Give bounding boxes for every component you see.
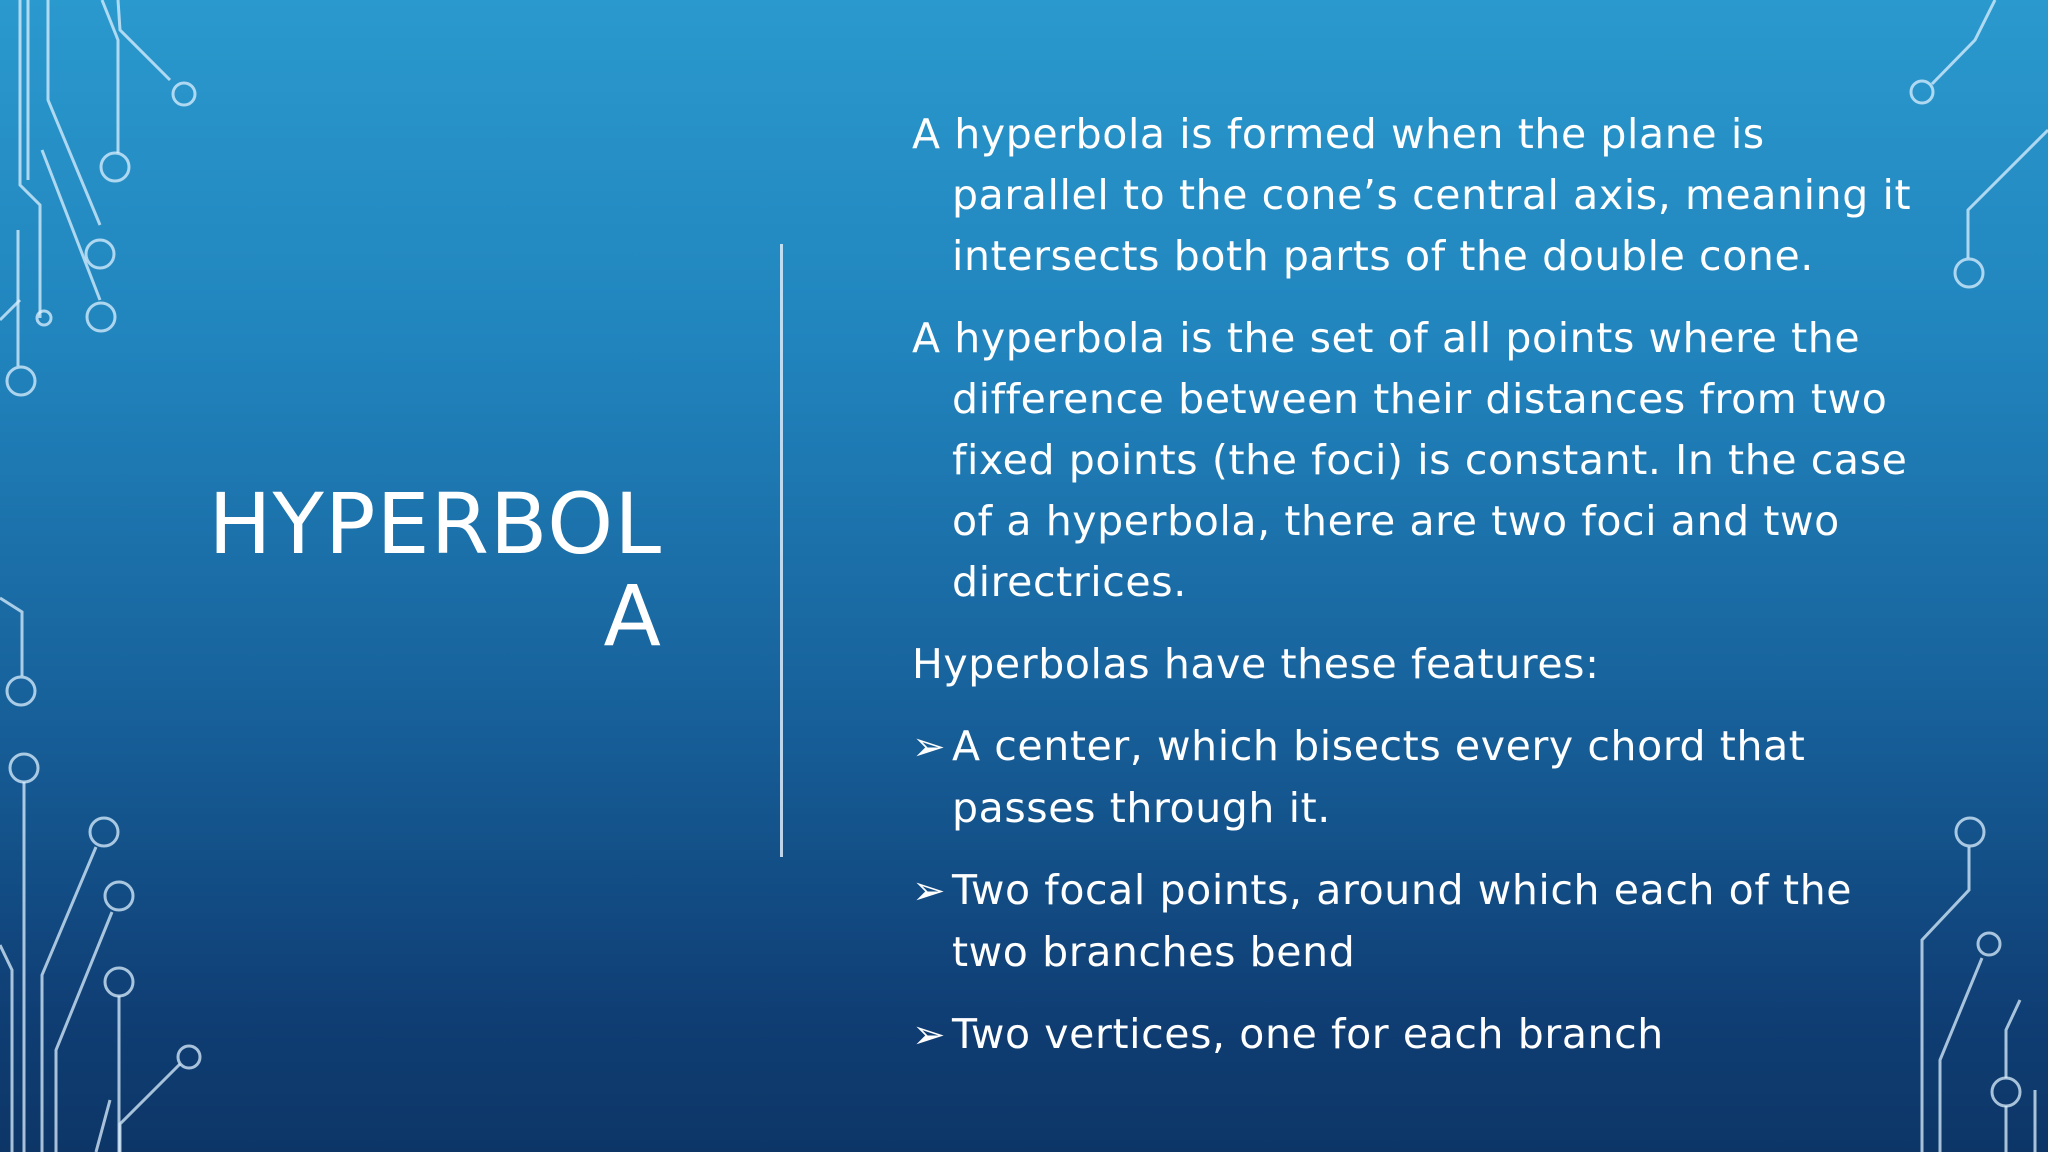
arrow-bullet-icon: ➢	[912, 1012, 947, 1058]
body-paragraph-2: A hyperbola is the set of all points where the difference between their distances from two fixed points (the foci) is constant. In the case of a hyperbola, there are two foci and two directrices.	[912, 314, 1908, 606]
body-paragraph-1: A hyperbola is formed when the plane is parallel to the cone’s central axis, meaning it intersects both parts of the double cone.	[912, 110, 1912, 280]
bullet-text-3: Two vertices, one for each branch	[952, 1010, 1664, 1058]
bullet-item-1	[912, 716, 1912, 839]
slide-title-line-2: A	[603, 567, 662, 665]
arrow-bullet-icon: ➢	[912, 868, 947, 914]
slide-title	[200, 475, 662, 665]
bullet-text-1: A center, which bisects every chord that passes through it.	[952, 722, 1806, 832]
bullet-item-2	[912, 860, 1912, 983]
bullet-text-2: Two focal points, around which each of the two branches bend	[952, 866, 1853, 976]
vertical-divider	[780, 244, 783, 857]
slide-title-line-1: HYPERBOL	[208, 475, 662, 573]
body-paragraph-3: Hyperbolas have these features:	[912, 640, 1600, 688]
bullet-item-3	[912, 1004, 1912, 1066]
arrow-bullet-icon: ➢	[912, 724, 947, 770]
slide-body	[912, 104, 1912, 1087]
